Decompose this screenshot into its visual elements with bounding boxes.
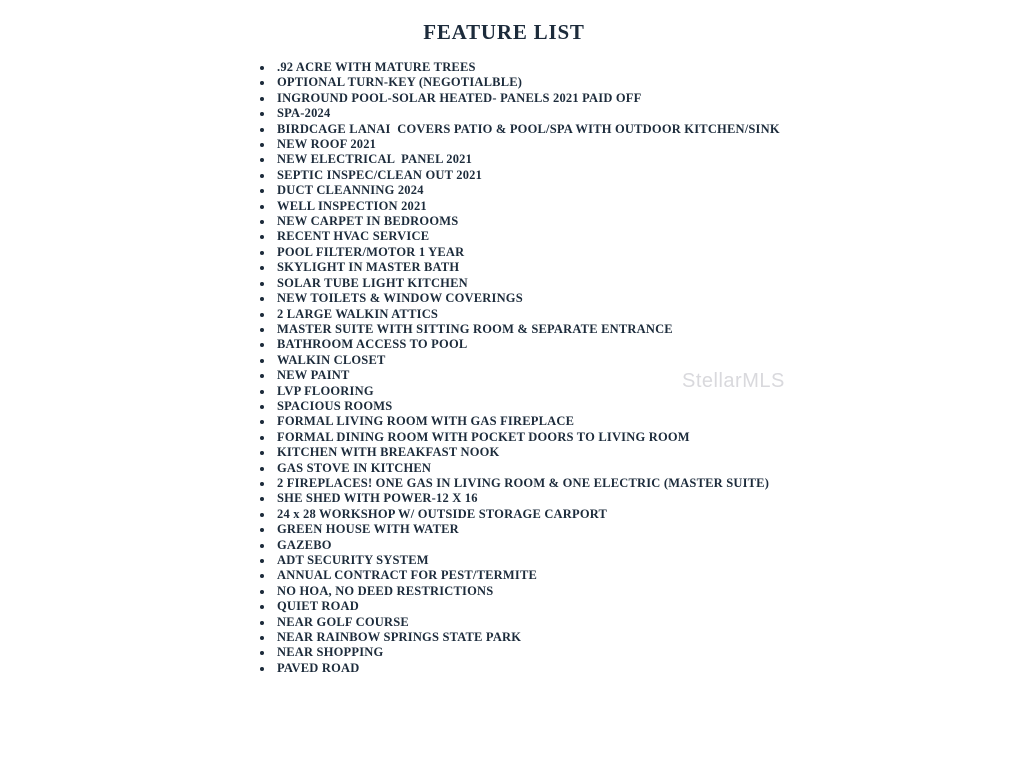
feature-list-item: QUIET ROAD [277, 599, 780, 614]
feature-list-item: NEAR SHOPPING [277, 645, 780, 660]
feature-list-item: .92 ACRE WITH MATURE TREES [277, 60, 780, 75]
feature-list-item: GREEN HOUSE WITH WATER [277, 522, 780, 537]
feature-list-item: 2 LARGE WALKIN ATTICS [277, 307, 780, 322]
page-title: FEATURE LIST [423, 20, 585, 44]
feature-list-item: GAS STOVE IN KITCHEN [277, 461, 780, 476]
feature-list-item: NEW PAINT [277, 368, 780, 383]
feature-list-item: OPTIONAL TURN-KEY (NEGOTIALBLE) [277, 75, 780, 90]
stellar-mls-watermark: StellarMLS [682, 370, 785, 392]
feature-list-item: DUCT CLEANNING 2024 [277, 183, 780, 198]
feature-list-item: GAZEBO [277, 538, 780, 553]
feature-list-item: SEPTIC INSPEC/CLEAN OUT 2021 [277, 168, 780, 183]
feature-list-item: SPACIOUS ROOMS [277, 399, 780, 414]
feature-list-item: SKYLIGHT IN MASTER BATH [277, 260, 780, 275]
feature-list-item: SPA-2024 [277, 106, 780, 121]
feature-list-item: LVP FLOORING [277, 384, 780, 399]
feature-list [277, 60, 780, 676]
feature-list-item: SHE SHED WITH POWER-12 X 16 [277, 491, 780, 506]
feature-list-item: WELL INSPECTION 2021 [277, 199, 780, 214]
feature-list-item: NEW CARPET IN BEDROOMS [277, 214, 780, 229]
feature-list-item: FORMAL DINING ROOM WITH POCKET DOORS TO LIVING ROOM [277, 430, 780, 445]
feature-list-item: NEW TOILETS & WINDOW COVERINGS [277, 291, 780, 306]
feature-list-item: 2 FIREPLACES! ONE GAS IN LIVING ROOM & ONE ELECTRIC (MASTER SUITE) [277, 476, 780, 491]
feature-list-item: NEW ELECTRICAL PANEL 2021 [277, 152, 780, 167]
feature-list-item: POOL FILTER/MOTOR 1 YEAR [277, 245, 780, 260]
feature-list-item: NO HOA, NO DEED RESTRICTIONS [277, 584, 780, 599]
feature-list-item: 24 x 28 WORKSHOP W/ OUTSIDE STORAGE CARPORT [277, 507, 780, 522]
feature-list-item: NEW ROOF 2021 [277, 137, 780, 152]
feature-list-item: NEAR GOLF COURSE [277, 615, 780, 630]
feature-list-item: KITCHEN WITH BREAKFAST NOOK [277, 445, 780, 460]
feature-list-item: SOLAR TUBE LIGHT KITCHEN [277, 276, 780, 291]
feature-list-item: FORMAL LIVING ROOM WITH GAS FIREPLACE [277, 414, 780, 429]
feature-list-item: RECENT HVAC SERVICE [277, 229, 780, 244]
feature-list-item: NEAR RAINBOW SPRINGS STATE PARK [277, 630, 780, 645]
feature-list-item: ANNUAL CONTRACT FOR PEST/TERMITE [277, 568, 780, 583]
feature-list-item: MASTER SUITE WITH SITTING ROOM & SEPARATE ENTRANCE [277, 322, 780, 337]
feature-list-item: BATHROOM ACCESS TO POOL [277, 337, 780, 352]
feature-list-item: ADT SECURITY SYSTEM [277, 553, 780, 568]
feature-list-item: INGROUND POOL-SOLAR HEATED- PANELS 2021 PAID OFF [277, 91, 780, 106]
feature-list-item: BIRDCAGE LANAI COVERS PATIO & POOL/SPA WITH OUTDOOR KITCHEN/SINK [277, 121, 780, 136]
feature-list-item: WALKIN CLOSET [277, 353, 780, 368]
feature-list-item: PAVED ROAD [277, 661, 780, 676]
